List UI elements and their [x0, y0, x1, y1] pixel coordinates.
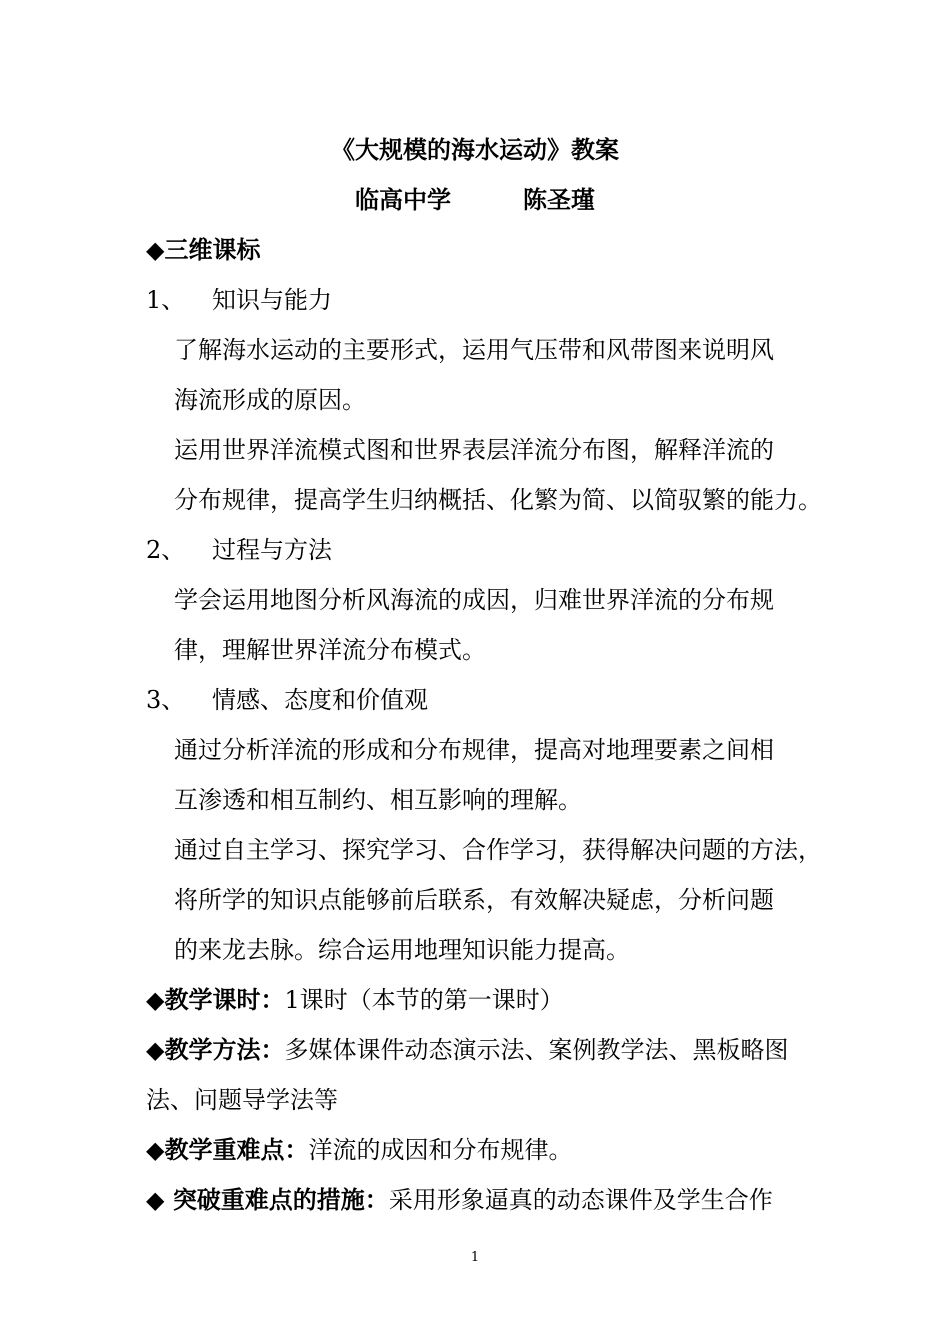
paragraph-line: 分布规律，提高学生归纳概括、化繁为简、以简驭繁的能力。: [174, 486, 822, 514]
paragraph-line: 法、问题导学法等: [146, 1086, 338, 1114]
item-number: 1、: [146, 286, 186, 314]
section-heading-three-dim: ◆三维课标: [146, 236, 261, 264]
measures: [146, 1184, 773, 1216]
item-number: 2、: [146, 536, 186, 564]
paragraph-line: 互渗透和相互制约、相互影响的理解。: [174, 786, 582, 814]
list-item-1: [146, 284, 332, 316]
paragraph-line: 通过分析洋流的形成和分布规律，提高对地理要素之间相: [174, 736, 774, 764]
doc-title: 《大规模的海水运动》教案: [331, 136, 619, 164]
field-value: 洋流的成因和分布规律。: [308, 1136, 573, 1164]
field-label: ◆教学重难点：: [146, 1136, 309, 1164]
field-value: 1课时（本节的第一课时）: [284, 986, 564, 1014]
item-label: 知识与能力: [212, 286, 332, 314]
field-label: ◆教学课时：: [146, 986, 285, 1014]
paragraph-line: 学会运用地图分析风海流的成因，归难世界洋流的分布规: [174, 586, 774, 614]
key-points: [146, 1134, 572, 1166]
field-label: ◆教学方法：: [146, 1036, 285, 1064]
author-line: 临高中学 陈圣瑾: [355, 186, 595, 214]
page-number: 1: [470, 1250, 480, 1265]
paragraph-line: 将所学的知识点能够前后联系，有效解决疑虑，分析问题: [174, 886, 774, 914]
field-value: 采用形象逼真的动态课件及学生合作: [388, 1186, 773, 1214]
paragraph-line: 了解海水运动的主要形式，运用气压带和风带图来说明风: [174, 336, 774, 364]
field-value: 多媒体课件动态演示法、案例教学法、黑板略图: [284, 1036, 789, 1064]
field-label: ◆ 突破重难点的措施：: [146, 1186, 389, 1214]
paragraph-line: 运用世界洋流模式图和世界表层洋流分布图，解释洋流的: [174, 436, 774, 464]
item-number: 3、: [146, 686, 186, 714]
teaching-hours: [146, 984, 564, 1016]
list-item-2: [146, 534, 332, 566]
item-label: 情感、态度和价值观: [212, 686, 428, 714]
paragraph-line: 通过自主学习、探究学习、合作学习，获得解决问题的方法，: [174, 836, 822, 864]
paragraph-line: 律，理解世界洋流分布模式。: [174, 636, 486, 664]
item-label: 过程与方法: [212, 536, 332, 564]
paragraph-line: 海流形成的原因。: [174, 386, 366, 414]
list-item-3: [146, 684, 428, 716]
teaching-methods: [146, 1034, 788, 1066]
paragraph-line: 的来龙去脉。综合运用地理知识能力提高。: [174, 936, 630, 964]
